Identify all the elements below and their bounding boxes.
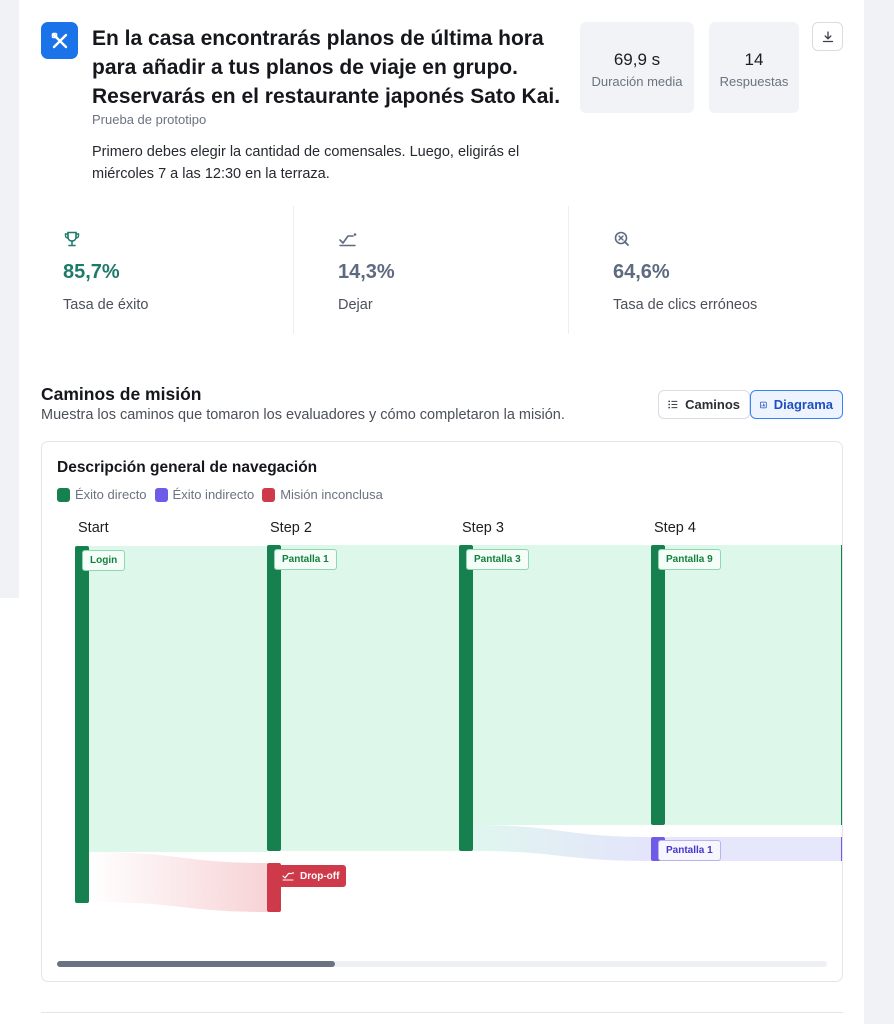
avg-duration-stat	[580, 22, 694, 113]
misclick-icon	[613, 230, 631, 253]
node-bar-pantalla-3[interactable]	[459, 545, 473, 851]
step-label-3: Step 3	[462, 520, 504, 536]
node-label-pantalla-1-indirect[interactable]: Pantalla 1	[658, 840, 721, 861]
navigation-overview-panel	[41, 441, 843, 982]
success-rate-value: 85,7%	[63, 261, 120, 283]
list-icon	[668, 399, 678, 410]
metric-dropoff	[338, 206, 558, 334]
dropoff-icon	[338, 230, 358, 253]
misclick-label: Tasa de clics erróneos	[613, 297, 758, 313]
sankey-diagram	[42, 442, 843, 982]
node-bar-next-indirect	[841, 837, 843, 861]
node-bar-pantalla-9[interactable]	[651, 545, 665, 825]
node-label-dropoff[interactable]	[275, 865, 346, 887]
responses-label: Respuestas	[719, 74, 789, 89]
flow-step3-step4	[473, 545, 651, 825]
metric-success-rate	[63, 206, 283, 334]
tab-paths-label: Caminos	[685, 397, 740, 412]
step-label-2: Step 2	[270, 520, 312, 536]
horizontal-scrollbar-thumb[interactable]	[57, 961, 335, 967]
node-label-pantalla-9[interactable]: Pantalla 9	[658, 549, 721, 570]
dropoff-icon	[282, 871, 295, 881]
node-label-pantalla-1[interactable]: Pantalla 1	[274, 549, 337, 570]
task-description: Primero debes elegir la cantidad de comensales. Luego, eligirás el miércoles 7 a las 12:30 en la terraza.	[92, 144, 520, 182]
tab-paths[interactable]	[658, 390, 750, 419]
chart-icon	[760, 399, 767, 411]
flow-step2-step3	[281, 545, 459, 851]
node-bar-next	[841, 545, 843, 825]
section-subtitle: Muestra los caminos que tomaron los evaluadores y cómo completaron la misión.	[41, 407, 565, 423]
flow-step4-next	[665, 545, 843, 825]
node-bar-login[interactable]	[75, 546, 89, 903]
metric-divider	[568, 206, 569, 334]
legend-label: Misión inconclusa	[280, 487, 383, 502]
success-rate-label: Tasa de éxito	[63, 297, 149, 313]
responses-stat	[709, 22, 799, 113]
misclick-value: 64,6%	[613, 261, 670, 283]
node-bar-pantalla-1[interactable]	[267, 545, 281, 851]
task-type: Prueba de prototipo	[92, 112, 207, 127]
step-label-4: Step 4	[654, 520, 696, 536]
flow-step3-step4-indirect	[473, 825, 651, 861]
flow-start-dropoff	[89, 852, 267, 912]
section-divider	[41, 1012, 843, 1013]
avg-duration-value: 69,9 s	[613, 50, 661, 69]
tab-diagram[interactable]	[750, 390, 843, 419]
dropoff-value: 14,3%	[338, 261, 395, 283]
metric-divider	[293, 206, 294, 334]
panel-title: Descripción general de navegación	[57, 459, 318, 476]
node-label-pantalla-3[interactable]: Pantalla 3	[466, 549, 529, 570]
legend-label: Éxito directo	[75, 487, 147, 502]
download-button[interactable]	[812, 22, 843, 51]
avg-duration-label: Duración media	[591, 74, 683, 89]
dropoff-label: Drop-off	[300, 870, 340, 882]
tab-diagram-label: Diagrama	[773, 397, 833, 412]
legend-label: Éxito indirecto	[172, 487, 255, 502]
step-label-start: Start	[78, 520, 109, 536]
metric-misclick	[613, 206, 833, 334]
trophy-icon	[63, 230, 81, 253]
prototype-icon	[41, 22, 78, 59]
node-label-login[interactable]: Login	[82, 550, 125, 571]
background-panel	[0, 598, 19, 1024]
responses-value: 14	[744, 50, 764, 69]
download-icon	[822, 31, 834, 43]
flow-start-step2	[89, 546, 267, 852]
dropoff-label: Dejar	[338, 297, 373, 313]
section-title: Caminos de misión	[41, 384, 202, 404]
task-title: En la casa encontrarás planos de última hora para añadir a tus planos de viaje en grupo. Reservarás en el restaurante japonés Sato Kai.	[92, 27, 561, 108]
